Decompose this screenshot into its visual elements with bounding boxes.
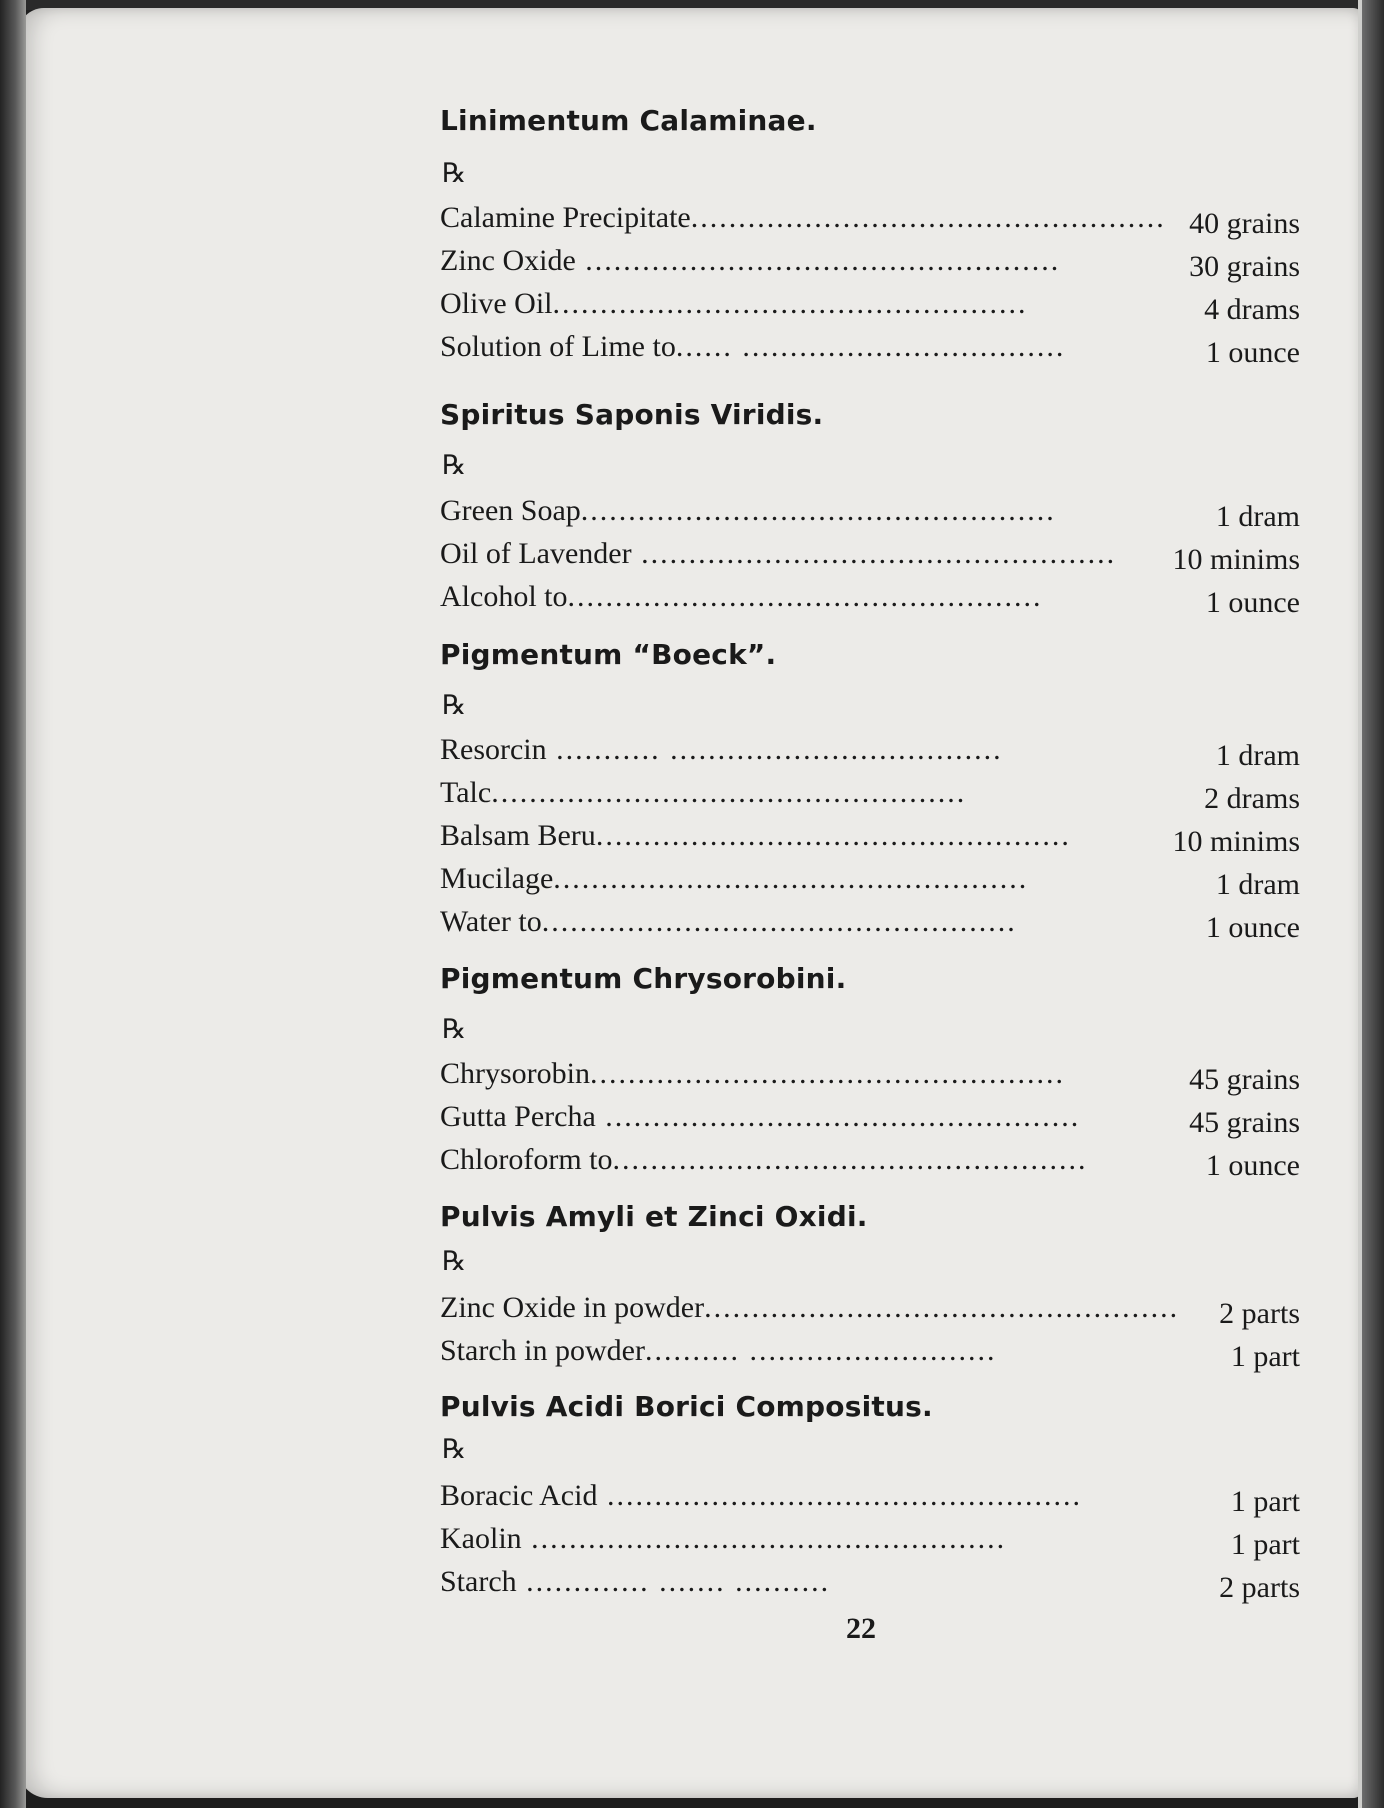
leader-dots: .................................................. bbox=[595, 819, 1071, 852]
leader-dots: ............. ....... .......... bbox=[516, 1565, 831, 1598]
ingredient-name: Resorcin bbox=[440, 733, 547, 766]
leader-dots: .......... .......................... bbox=[644, 1334, 997, 1367]
ingredient-row bbox=[440, 1140, 1300, 1180]
ingredient-name: Gutta Percha bbox=[440, 1100, 596, 1133]
ingredient-quantity: 2 parts bbox=[1219, 1297, 1300, 1330]
ingredient-row bbox=[440, 1054, 1300, 1094]
rx-symbol: ℞ bbox=[442, 450, 467, 481]
ingredient-quantity: 1 dram bbox=[1215, 500, 1300, 533]
leader-dots: .................................................. bbox=[690, 201, 1166, 234]
ingredient-quantity: 10 minims bbox=[1172, 543, 1300, 576]
ingredient-row bbox=[440, 534, 1300, 574]
ingredient-row bbox=[440, 730, 1300, 770]
ingredient-row bbox=[440, 902, 1300, 942]
leader-dots: ........... ................................... bbox=[546, 733, 1003, 766]
leader-dots: .................................................. bbox=[553, 862, 1029, 895]
ingredient-quantity: 30 grains bbox=[1189, 250, 1300, 283]
ingredient-quantity: 40 grains bbox=[1189, 207, 1300, 240]
rx-symbol: ℞ bbox=[442, 690, 467, 721]
ingredient-name: Zinc Oxide in powder bbox=[440, 1291, 705, 1324]
ingredient-name: Kaolin bbox=[440, 1522, 522, 1555]
ingredient-row bbox=[440, 284, 1300, 324]
ingredient-row bbox=[440, 1519, 1300, 1559]
ingredient-quantity: 2 drams bbox=[1204, 782, 1300, 815]
ingredient-quantity: 1 ounce bbox=[1205, 1149, 1300, 1182]
ingredient-row bbox=[440, 1562, 1300, 1602]
ingredient-name: Starch bbox=[440, 1565, 517, 1598]
rx-symbol: ℞ bbox=[442, 158, 467, 189]
ingredient-row bbox=[440, 1331, 1300, 1371]
ingredient-name: Balsam Beru bbox=[440, 819, 596, 852]
ingredient-row bbox=[440, 198, 1300, 238]
ingredient-name: Talc bbox=[440, 776, 492, 809]
ingredient-name: Zinc Oxide bbox=[440, 244, 576, 277]
book-spine-edge bbox=[0, 0, 26, 1808]
ingredient-quantity: 1 ounce bbox=[1205, 911, 1300, 944]
leader-dots: .................................................. bbox=[612, 1143, 1088, 1176]
ingredient-row bbox=[440, 1476, 1300, 1516]
ingredient-quantity: 2 parts bbox=[1219, 1571, 1300, 1604]
ingredient-quantity: 1 part bbox=[1230, 1485, 1300, 1518]
leader-dots: .................................................. bbox=[575, 244, 1061, 277]
ingredient-row bbox=[440, 1097, 1300, 1137]
rx-symbol: ℞ bbox=[442, 1246, 467, 1277]
ingredient-row bbox=[440, 241, 1300, 281]
ingredient-quantity: 45 grains bbox=[1189, 1106, 1300, 1139]
ingredient-row bbox=[440, 327, 1300, 367]
ingredient-name: Mucilage bbox=[440, 862, 554, 895]
ingredient-name: Chloroform to bbox=[440, 1143, 613, 1176]
ingredient-quantity: 1 part bbox=[1230, 1340, 1300, 1373]
section-title: Pulvis Acidi Borici Compositus. bbox=[440, 1390, 933, 1423]
ingredient-row bbox=[440, 491, 1300, 531]
leader-dots: .................................................. bbox=[595, 1100, 1081, 1133]
leader-dots: .................................................. bbox=[590, 1057, 1065, 1090]
ingredient-quantity: 1 dram bbox=[1215, 868, 1300, 901]
ingredient-name: Olive Oil bbox=[440, 287, 553, 320]
leader-dots: .................................................. bbox=[491, 776, 967, 809]
ingredient-row bbox=[440, 1288, 1300, 1328]
ingredient-name: Water to bbox=[440, 905, 542, 938]
ingredient-row bbox=[440, 816, 1300, 856]
leader-dots: .................................................. bbox=[541, 905, 1017, 938]
ingredient-row bbox=[440, 859, 1300, 899]
leader-dots: .................................................. bbox=[521, 1522, 1007, 1555]
ingredient-name: Green Soap bbox=[440, 494, 581, 527]
rx-symbol: ℞ bbox=[442, 1014, 467, 1045]
ingredient-quantity: 1 ounce bbox=[1205, 586, 1300, 619]
ingredient-row bbox=[440, 577, 1300, 617]
ingredient-quantity: 4 drams bbox=[1204, 293, 1300, 326]
section-title: Pulvis Amyli et Zinci Oxidi. bbox=[440, 1200, 868, 1233]
ingredient-row bbox=[440, 773, 1300, 813]
ingredient-name: Alcohol to bbox=[440, 580, 568, 613]
ingredient-quantity: 1 dram bbox=[1215, 739, 1300, 772]
ingredient-name: Oil of Lavender bbox=[440, 537, 632, 570]
section-title: Pigmentum “Boeck”. bbox=[440, 638, 777, 671]
section-title: Spiritus Saponis Viridis. bbox=[440, 398, 824, 431]
leader-dots: .................................................. bbox=[580, 494, 1056, 527]
leader-dots: .................................................. bbox=[552, 287, 1028, 320]
ingredient-name: Chrysorobin bbox=[440, 1057, 590, 1090]
leader-dots: .................................................. bbox=[704, 1291, 1180, 1324]
ingredient-name: Calamine Precipitate bbox=[440, 201, 691, 234]
section-title: Pigmentum Chrysorobini. bbox=[440, 962, 847, 995]
ingredient-name: Starch in powder bbox=[440, 1334, 645, 1367]
ingredient-name: Solution of Lime to bbox=[440, 330, 676, 363]
page-number: 22 bbox=[846, 1612, 876, 1645]
ingredient-name: Boracic Acid bbox=[440, 1479, 598, 1512]
leader-dots: .................................................. bbox=[567, 580, 1043, 613]
ingredient-quantity: 10 minims bbox=[1172, 825, 1300, 858]
ingredient-quantity: 1 part bbox=[1230, 1528, 1300, 1561]
leader-dots: .................................................. bbox=[631, 537, 1117, 570]
ingredient-quantity: 45 grains bbox=[1189, 1063, 1300, 1096]
rx-symbol: ℞ bbox=[442, 1434, 467, 1465]
section-title: Linimentum Calaminae. bbox=[440, 104, 817, 137]
leader-dots: .................................................. bbox=[597, 1479, 1082, 1512]
ingredient-quantity: 1 ounce bbox=[1205, 336, 1300, 369]
leader-dots: ...... .................................. bbox=[675, 330, 1066, 363]
book-right-edge bbox=[1362, 0, 1384, 1808]
